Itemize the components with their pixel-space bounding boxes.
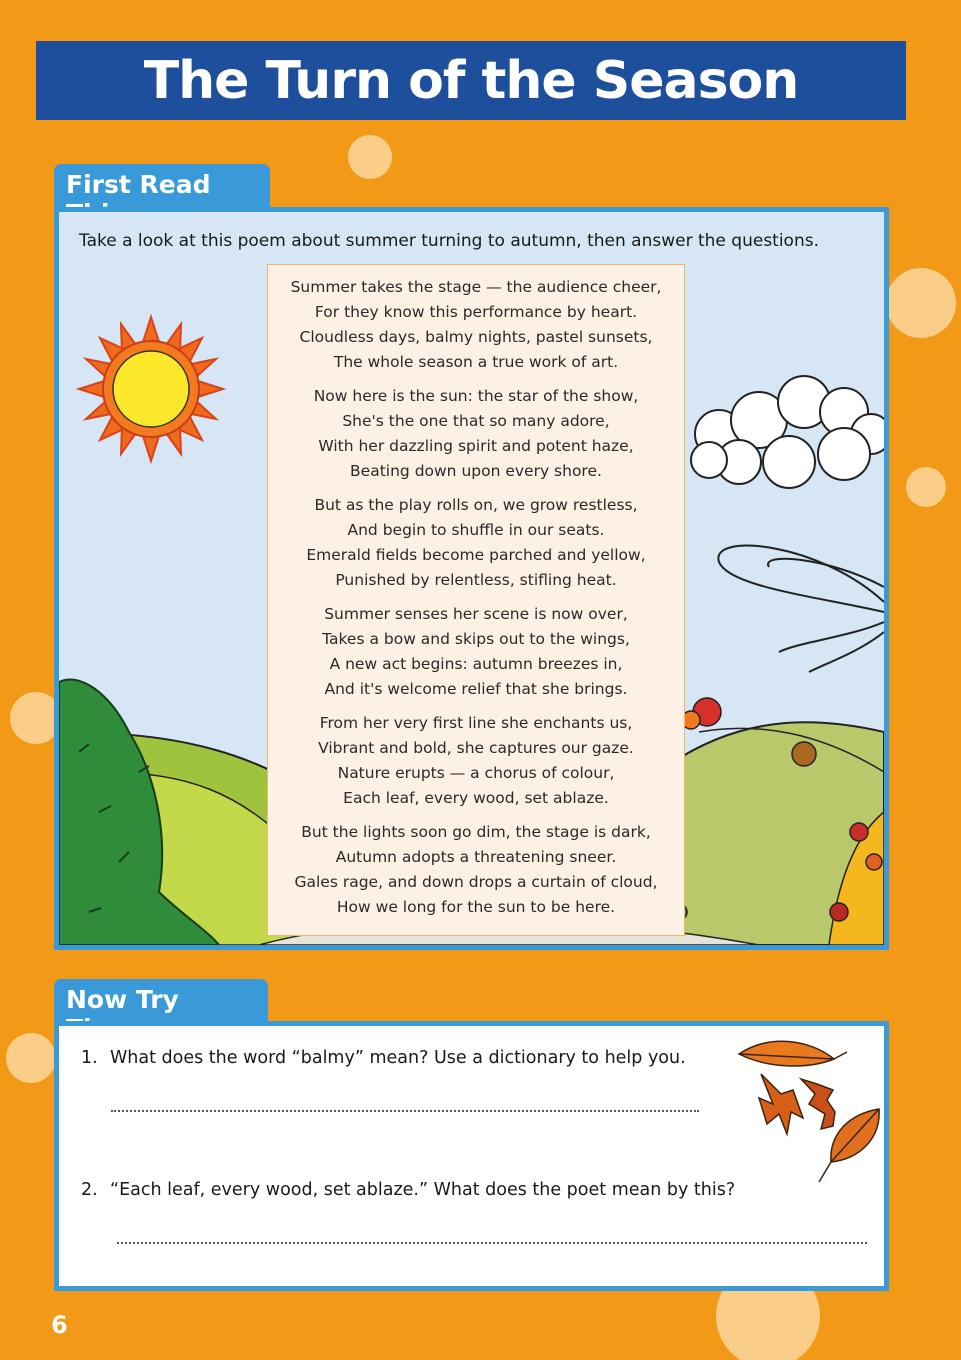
decor-dot: [906, 467, 946, 507]
poem-stanza: [268, 275, 684, 375]
wind-icon: [718, 546, 884, 672]
section-tab-first-read: First Read: [54, 164, 270, 210]
poem-line: Emerald fields become parched and yellow,: [306, 546, 646, 564]
poem-line: Summer senses her scene is now over,: [324, 605, 628, 623]
poem-line: Autumn adopts a threatening sneer.: [335, 848, 617, 866]
poem-stanza: [268, 711, 684, 811]
decor-dot: [348, 135, 392, 179]
questions-panel: [54, 1021, 889, 1291]
poem-line: Punished by relentless, stifling heat.: [335, 571, 617, 589]
title-banner: [36, 41, 906, 120]
section-tab-now-try: Now Try: [54, 979, 268, 1025]
poem-line: From her very first line she enchants us,: [319, 714, 633, 732]
intro-text: Take a look at this poem about summer turning to autumn, then answer the questions.: [79, 231, 819, 251]
question-2: [81, 1180, 735, 1200]
poem-line: With her dazzling spirit and potent haze,: [318, 437, 634, 455]
autumn-leaves-icon: [729, 1034, 889, 1184]
answer-line-2[interactable]: [117, 1242, 867, 1244]
poem-line: Cloudless days, balmy nights, pastel sunsets,: [299, 328, 653, 346]
poem-line: She's the one that so many adore,: [342, 412, 610, 430]
question-number: 2.: [81, 1180, 98, 1200]
poem-line: And it's welcome relief that she brings.: [324, 680, 628, 698]
poem-line: Gales rage, and down drops a curtain of cloud,: [294, 873, 658, 891]
poem-line: Now here is the sun: the star of the show,: [313, 387, 639, 405]
answer-line-1[interactable]: [111, 1110, 699, 1112]
decor-dot: [6, 1033, 56, 1083]
sun-icon: [79, 317, 223, 461]
poem-line: And begin to shuffle in our seats.: [347, 521, 605, 539]
question-text: What does the word “balmy” mean? Use a dictionary to help you.: [110, 1048, 686, 1068]
poem-line: But as the play rolls on, we grow restless,: [314, 496, 638, 514]
poem-line: Nature erupts — a chorus of colour,: [337, 764, 615, 782]
poem-stanza: [268, 384, 684, 484]
poem-line: For they know this performance by heart.: [314, 303, 638, 321]
poem-stanza: [268, 820, 684, 920]
poem-line: Vibrant and bold, she captures our gaze.: [318, 739, 634, 757]
poem-line: Summer takes the stage — the audience cheer,: [290, 278, 662, 296]
poem-line: A new act begins: autumn breezes in,: [329, 655, 623, 673]
decor-dot: [886, 268, 956, 338]
poem-line: Takes a bow and skips out to the wings,: [322, 630, 630, 648]
question-text: “Each leaf, every wood, set ablaze.” What does the poet mean by this?: [110, 1180, 736, 1200]
question-1: [81, 1048, 686, 1068]
reading-panel: [54, 207, 889, 950]
poem-line: But the lights soon go dim, the stage is dark,: [301, 823, 651, 841]
poem-stanza: [268, 602, 684, 702]
page-number: 6: [51, 1311, 68, 1339]
poem-stanza: [268, 493, 684, 593]
question-number: 1.: [81, 1048, 98, 1068]
poem-line: Each leaf, every wood, set ablaze.: [343, 789, 609, 807]
page-title: The Turn of the Season: [143, 50, 799, 111]
poem-line: How we long for the sun to be here.: [336, 898, 616, 916]
poem-box: [267, 264, 685, 936]
cloud-icon: [691, 376, 884, 488]
poem-line: Beating down upon every shore.: [350, 462, 602, 480]
poem-line: The whole season a true work of art.: [333, 353, 619, 371]
